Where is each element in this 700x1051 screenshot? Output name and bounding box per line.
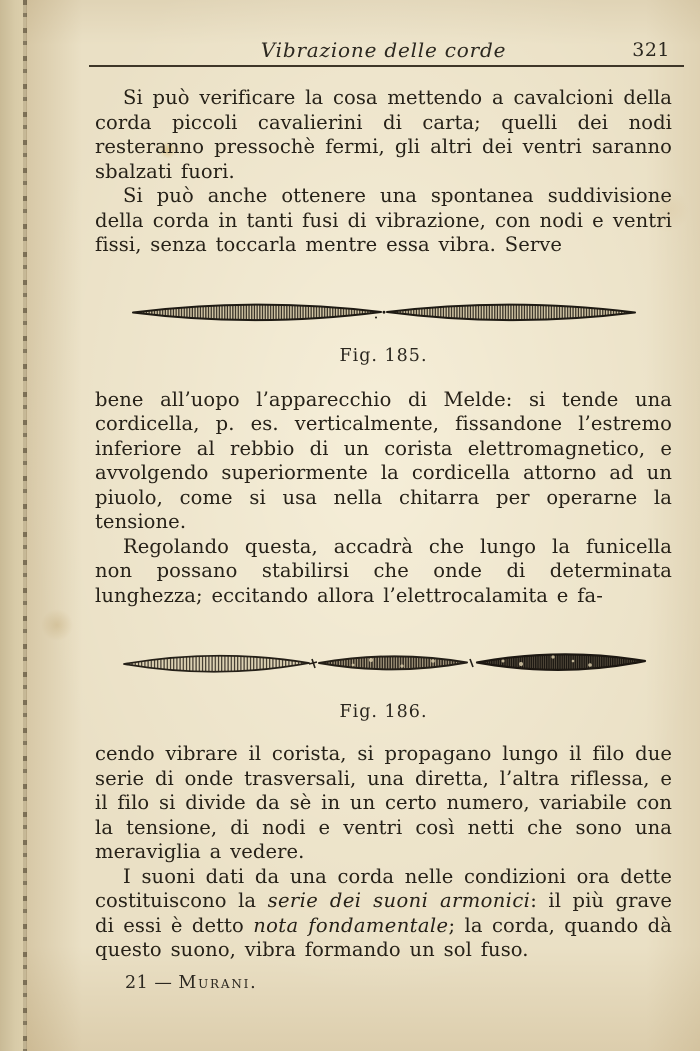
fig-186-image bbox=[121, 640, 647, 686]
fig-186-caption: Fig. 186. bbox=[339, 702, 428, 722]
page bbox=[27, 0, 700, 1051]
page-number: 321 bbox=[632, 39, 670, 61]
page-body bbox=[95, 86, 672, 993]
header-rule bbox=[89, 65, 684, 67]
footer-volume-number: 21 — bbox=[125, 972, 179, 993]
paragraph-6-run-1: I suoni dati da una corda nelle condizioni ora dette costituiscono la bbox=[95, 864, 672, 912]
figure-185 bbox=[95, 294, 672, 366]
paragraph-6 bbox=[95, 865, 672, 963]
paragraph-3: bene all’uopo l’apparecchio di Melde: si tende una cordicella, p. es. verticalmente, fissandone l’estremo inferiore al rebbio di un corista elettromagnetico, e avvolgendo superiormente la cordicella attorno ad un piuolo, come si usa nella chitarra per operarne la tensione. bbox=[95, 387, 672, 533]
fig-185-caption: Fig. 185. bbox=[339, 345, 428, 366]
paragraph-1: Si può verificare la cosa mettendo a cavalcioni della corda piccoli cavalierini di carta; quelli dei nodi resteranno pressochè fermi, gli altri dei ventri saranno sbalzati fuori. bbox=[95, 86, 672, 183]
paragraph-6-run-3: ; la corda, quando dà questo suono, vibra formando un sol fuso. bbox=[95, 913, 672, 961]
footer-signature bbox=[95, 973, 672, 993]
paragraph-2: Si può anche ottenere una spontanea suddivisione della corda in tanti fusi di vibrazione, con nodi e ventri fissi, senza toccarla mentre essa vibra. Serve bbox=[95, 184, 672, 256]
paragraph-6-italic-fundamental-note: nota fondamentale bbox=[253, 913, 449, 937]
paragraph-6-run-2: : il più grave di essi è detto bbox=[95, 889, 672, 937]
paragraph-5: cendo vibrare il corista, si propagano lungo il filo due serie di onde trasversali, una diretta, l’altra riflessa, e il filo si divide da sè in un certo numero, variabile con la tensione, di nodi e ventri così netti che sono una meraviglia a vedere. bbox=[95, 742, 672, 863]
page-content bbox=[95, 0, 672, 993]
paragraph-4: Regolando questa, accadrà che lungo la funicella non possano stabilirsi che onde di determinata lunghezza; eccitando allora l’elettrocalamita e fa- bbox=[95, 534, 672, 607]
footer-author-name: Murani. bbox=[178, 972, 258, 993]
page-header bbox=[95, 38, 672, 62]
paragraph-6-italic-harmonic-series: serie dei suoni armonici bbox=[267, 889, 531, 912]
running-title: Vibrazione delle corde bbox=[260, 38, 507, 62]
figure-186 bbox=[95, 640, 672, 722]
fig-185-image bbox=[129, 294, 639, 330]
